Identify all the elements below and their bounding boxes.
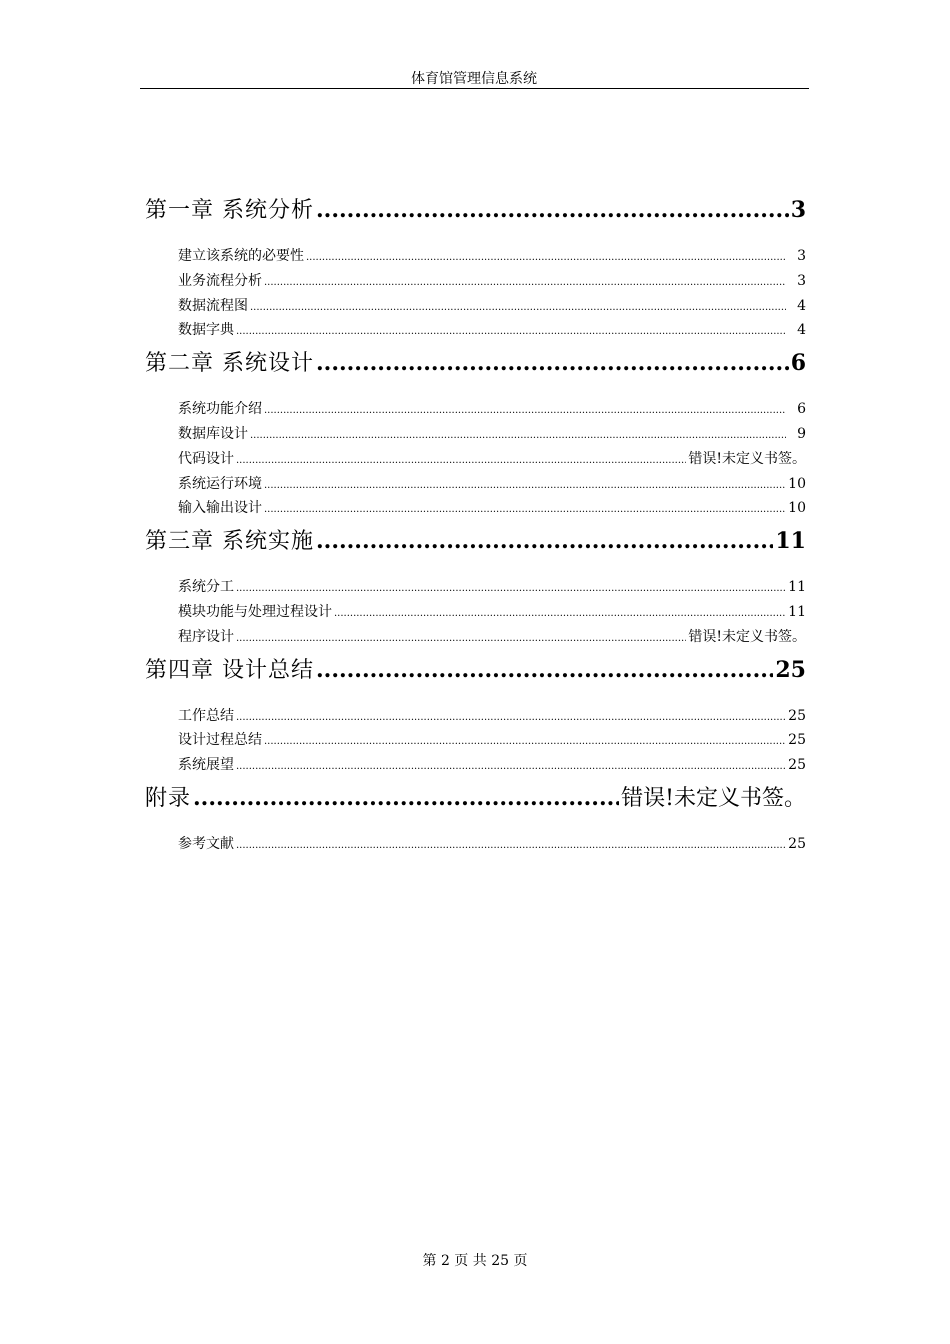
section-page: 10 — [788, 475, 806, 492]
chapter-page: 25 — [775, 656, 806, 683]
toc-chapter-4[interactable] — [145, 650, 806, 690]
dot-leader — [236, 834, 786, 859]
chapter-title: 第二章 系统设计 — [145, 351, 314, 377]
toc-section[interactable] — [145, 447, 806, 472]
dot-leader — [264, 399, 786, 424]
section-title: 模块功能与处理过程设计 — [178, 603, 332, 620]
section-page: 3 — [797, 248, 806, 264]
section-page: 错误!未定义书签。 — [688, 450, 806, 467]
header-rule — [140, 88, 809, 89]
section-title: 系统运行环境 — [178, 475, 262, 492]
section-page: 25 — [788, 757, 806, 774]
section-page: 10 — [788, 500, 806, 517]
toc-section[interactable] — [145, 269, 806, 294]
section-page: 25 — [788, 732, 806, 749]
toc-section[interactable] — [145, 294, 806, 319]
section-page: 3 — [797, 272, 806, 289]
chapter-title: 附录 — [145, 785, 192, 811]
section-title: 系统展望 — [178, 757, 234, 774]
section-title: 数据库设计 — [178, 425, 248, 442]
dot-leader — [236, 706, 786, 731]
toc-chapter-3[interactable] — [145, 521, 806, 561]
chapter-page: 11 — [775, 528, 806, 555]
page-footer: 第 2 页 共 25 页 — [422, 1253, 528, 1269]
section-page: 4 — [797, 322, 806, 339]
section-title: 输入输出设计 — [178, 500, 262, 517]
section-title: 数据流程图 — [178, 297, 248, 314]
section-page: 25 — [788, 707, 806, 724]
dot-leader — [316, 343, 789, 383]
section-page: 6 — [797, 401, 806, 418]
dot-leader — [264, 730, 786, 755]
chapter-title: 第三章 系统实施 — [145, 529, 314, 555]
dot-leader — [250, 424, 786, 449]
section-page: 11 — [788, 579, 806, 596]
dot-leader — [236, 320, 786, 345]
section-title: 系统功能介绍 — [178, 401, 262, 418]
dot-leader — [316, 190, 789, 230]
section-title: 设计过程总结 — [178, 732, 262, 749]
dot-leader — [334, 602, 786, 627]
toc-section[interactable] — [145, 728, 806, 753]
toc-chapter-2[interactable] — [145, 343, 806, 383]
chapter-title: 第四章 设计总结 — [145, 657, 314, 683]
chapter-title: 第一章 系统分析 — [145, 198, 314, 223]
toc-section[interactable] — [145, 625, 806, 650]
toc-section[interactable] — [145, 704, 806, 729]
toc-chapter-1[interactable] — [145, 190, 806, 230]
toc-section[interactable] — [145, 600, 806, 625]
dot-leader — [236, 577, 786, 602]
toc-section[interactable] — [145, 397, 806, 422]
toc-section[interactable] — [145, 575, 806, 600]
section-page: 4 — [797, 297, 806, 314]
section-title: 建立该系统的必要性 — [178, 248, 304, 264]
section-page: 错误!未定义书签。 — [688, 628, 806, 645]
toc-section[interactable] — [145, 472, 806, 497]
table-of-contents — [145, 190, 806, 857]
running-header: 体育馆管理信息系统 — [411, 71, 537, 87]
toc-section[interactable] — [145, 318, 806, 343]
dot-leader — [264, 474, 786, 499]
section-title: 系统分工 — [178, 579, 234, 596]
section-title: 代码设计 — [178, 450, 234, 467]
chapter-page: 错误!未定义书签。 — [621, 785, 806, 811]
section-title: 业务流程分析 — [178, 272, 262, 289]
toc-section[interactable] — [145, 422, 806, 447]
dot-leader — [316, 521, 773, 561]
dot-leader — [250, 296, 786, 321]
dot-leader — [236, 449, 686, 474]
dot-leader — [236, 627, 686, 652]
section-page: 11 — [788, 603, 806, 620]
section-title: 参考文献 — [178, 835, 234, 852]
toc-section[interactable] — [145, 832, 806, 857]
dot-leader — [306, 246, 786, 271]
toc-appendix[interactable] — [145, 778, 806, 818]
toc-section[interactable] — [145, 496, 806, 521]
dot-leader — [316, 650, 773, 690]
dot-leader — [236, 755, 786, 780]
toc-section[interactable] — [145, 753, 806, 778]
dot-leader — [264, 498, 786, 523]
section-page: 9 — [797, 425, 806, 442]
dot-leader — [193, 778, 619, 818]
section-title: 工作总结 — [178, 707, 234, 724]
section-title: 程序设计 — [178, 628, 234, 645]
dot-leader — [264, 271, 786, 296]
section-page: 25 — [788, 835, 806, 852]
chapter-page: 3 — [790, 197, 806, 223]
section-title: 数据字典 — [178, 322, 234, 339]
chapter-page: 6 — [790, 350, 806, 377]
toc-section[interactable] — [145, 244, 806, 269]
